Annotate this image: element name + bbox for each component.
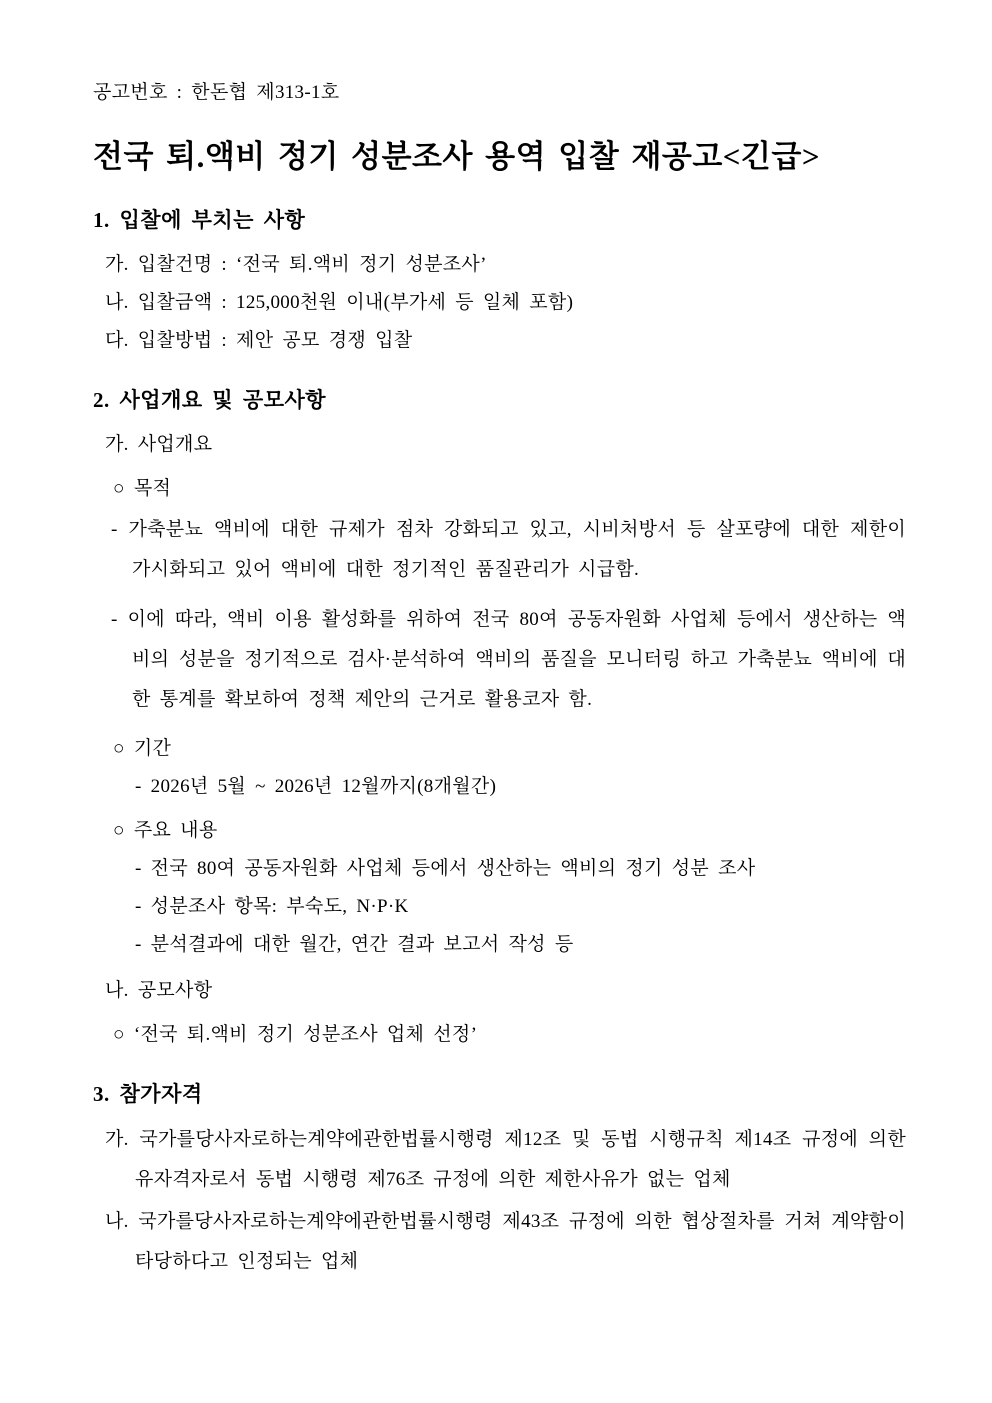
doc-number: 공고번호 : 한돈협 제313-1호 [93, 82, 340, 103]
item-bid-method: 다. 입찰방법 : 제안 공모 경쟁 입찰 [105, 330, 413, 351]
item-contest-label: 나. 공모사항 [105, 980, 213, 1001]
para-purpose-1: - 가축분뇨 액비에 대한 규제가 점차 강화되고 있고, 시비처방서 등 살포량에 대한 제한이 가시화되고 있어 액비에 대한 정기적인 품질관리가 시급함. [111, 519, 906, 580]
section-heading-2: 2. 사업개요 및 공모사항 [93, 388, 327, 412]
item-period-value: - 2026년 5월 ~ 2026년 12월까지(8개월간) [135, 776, 497, 797]
item-main-content-2: - 성분조사 항목: 부숙도, N·P·K [135, 896, 409, 917]
section-project-overview [93, 380, 906, 1054]
item-bid-name: 가. 입찰건명 : ‘전국 퇴.액비 정기 성분조사’ [105, 254, 487, 275]
para-qualification-2: 나. 국가를당사자로하는계약에관한법률시행령 제43조 규정에 의한 협상절차를 거쳐 계약함이 타당하다고 인정되는 업체 [105, 1211, 906, 1272]
section-heading-3: 3. 참가자격 [93, 1082, 203, 1106]
item-purpose-label: ○ 목적 [113, 478, 172, 499]
para-purpose-2: - 이에 따라, 액비 이용 활성화를 위하여 전국 80여 공동자원화 사업체 등에서 생산하는 액비의 성분을 정기적으로 검사·분석하여 액비의 품질을 모니터링 하고 가축분뇨 액비에 대한 통계를 확보하여 정책 제안의 근거로 활용코자 함. [111, 609, 906, 710]
section-qualification [93, 1074, 906, 1282]
section-heading-1: 1. 입찰에 부치는 사항 [93, 208, 306, 232]
para-qualification-1: 가. 국가를당사자로하는계약에관한법률시행령 제12조 및 동법 시행규칙 제14조 규정에 의한 유자격자로서 동법 시행령 제76조 규정에 의한 제한사유가 없는 업체 [105, 1129, 906, 1190]
item-main-content-label: ○ 주요 내용 [113, 820, 218, 841]
section-bid-matters [93, 200, 906, 360]
item-main-content-1: - 전국 80여 공동자원화 사업체 등에서 생산하는 액비의 정기 성분 조사 [135, 858, 756, 879]
item-main-content-3: - 분석결과에 대한 월간, 연간 결과 보고서 작성 등 [135, 934, 574, 955]
item-period-label: ○ 기간 [113, 738, 172, 759]
page-title: 전국 퇴.액비 정기 성분조사 용역 입찰 재공고<긴급> [93, 139, 820, 174]
item-contest-value: ○ ‘전국 퇴.액비 정기 성분조사 업체 선정’ [113, 1024, 478, 1045]
item-bid-amount: 나. 입찰금액 : 125,000천원 이내(부가세 등 일체 포함) [105, 292, 574, 313]
item-overview-label: 가. 사업개요 [105, 434, 213, 455]
